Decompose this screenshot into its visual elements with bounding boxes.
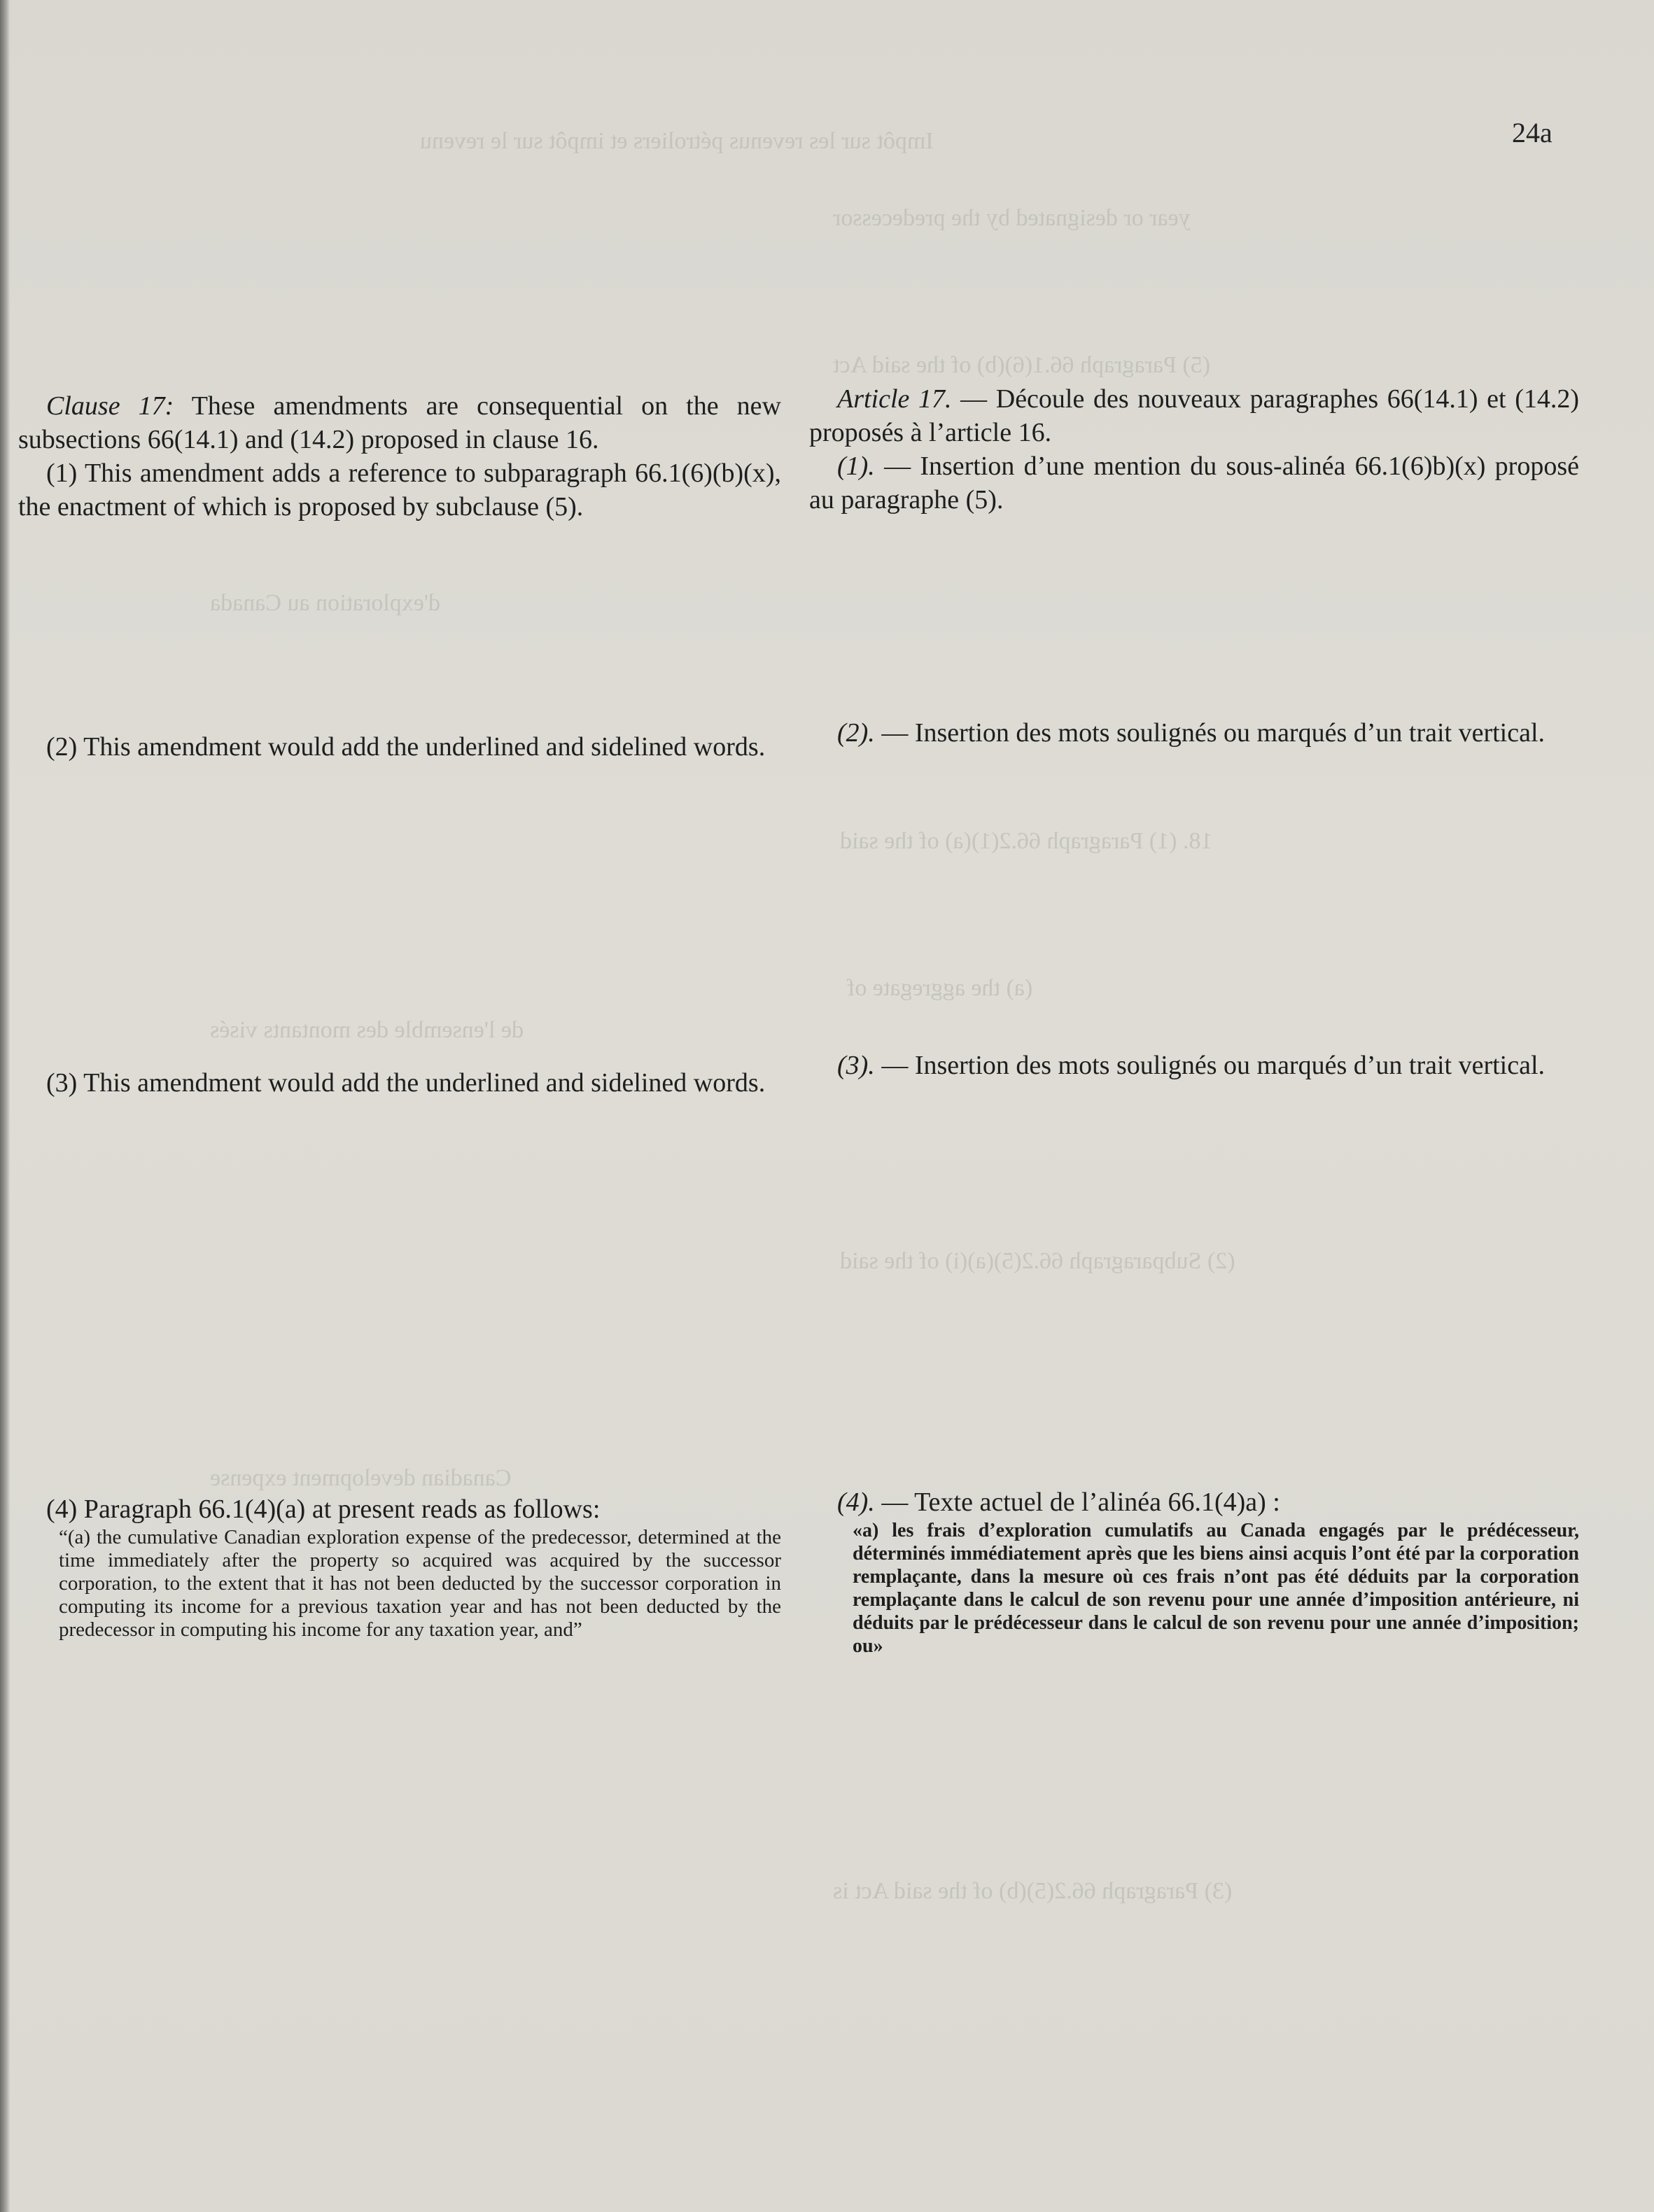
show-through-texture: (3) Paragraph 66.2(5)(b) of the said Act is <box>833 1878 1233 1904</box>
note-4-english-quote: “(a) the cumulative Canadian exploration expense of the predecessor, determined at the time immediately after the property so acquired was acquired by the successor corporation, to the extent that it has not been deducted by the successor corporation in computing its income for a previous taxation year and has not been deducted by the predecessor in computing his income for any taxation year, and” <box>59 1526 781 1641</box>
note-4-french <box>809 1485 1579 1658</box>
note-1-english: (1) This amendment adds a reference to subparagraph 66.1(6)(b)(x), the enactment of which is proposed by subclause (5). <box>18 458 781 522</box>
show-through-texture: (a) the aggregate of <box>847 975 1033 1001</box>
clause-intro-text: These amendments are consequential on the new subsections 66(14.1) and (14.2) proposed in clause 16. <box>18 391 781 454</box>
show-through-texture: (2) Subparagraph 66.2(5)(a)(i) of the said <box>840 1248 1235 1274</box>
note-3-french-label: (3). <box>837 1051 875 1080</box>
note-4-french-text: — Texte actuel de l’alinéa 66.1(4)a) : <box>874 1488 1280 1517</box>
note-1-french-label: (1). <box>837 451 875 481</box>
note-2-french <box>809 716 1579 750</box>
note-4-english <box>18 1492 781 1642</box>
show-through-texture: Canadian development expense <box>210 1465 512 1491</box>
note-3-english-text: (3) This amendment would add the underlined and sidelined words. <box>46 1068 766 1098</box>
note-4-english-heading: (4) Paragraph 66.1(4)(a) at present reads as follows: <box>46 1494 601 1524</box>
note-2-english-text: (2) This amendment would add the underlined and sidelined words. <box>46 732 766 762</box>
note-3-english <box>18 1066 781 1100</box>
note-1-french-text: — Insertion d’une mention du sous-alinéa 66.1(6)b)(x) proposé au paragraphe (5). <box>809 451 1579 514</box>
show-through-texture: year or designated by the predecessor <box>833 205 1191 231</box>
clause-17-explanatory-note <box>18 389 781 524</box>
note-4-french-label: (4). <box>837 1488 875 1517</box>
show-through-texture: d'exploration au Canada <box>210 590 441 616</box>
note-4-french-quote: «a) les frais d’exploration cumulatifs au Canada engagés par le prédécesseur, déterminés immédiatement après que les biens ainsi acquis l’ont été par la corporation remplaçante, dans la mesure où ces frais n’ont pas été déduits par la corporation remplaçante dans le calcul de son revenu pour une année d’imposition antérieure, ni déduits par le prédécesseur dans le calcul de son revenu pour une année d’imposition; ou» <box>853 1520 1579 1657</box>
note-2-french-label: (2). <box>837 718 875 748</box>
show-through-texture: de l'ensemble des montants visés <box>210 1017 524 1043</box>
page-binding-edge <box>0 0 10 2212</box>
clause-label: Clause 17: <box>46 391 174 421</box>
article-17-explanatory-note <box>809 382 1579 517</box>
note-3-french <box>809 1049 1579 1082</box>
note-2-english <box>18 730 781 764</box>
article-label: Article 17. <box>837 384 952 414</box>
page-number: 24a <box>1512 117 1553 148</box>
show-through-texture: 18. (1) Paragraph 66.2(1)(a) of the said <box>840 828 1213 854</box>
note-3-french-text: — Insertion des mots soulignés ou marqués d’un trait vertical. <box>874 1051 1546 1080</box>
show-through-texture: (5) Paragraph 66.1(6)(b) of the said Act <box>833 352 1211 378</box>
show-through-texture: Impôt sur les revenus pétroliers et impôt sur le revenu <box>420 128 934 154</box>
note-2-french-text: — Insertion des mots soulignés ou marqués d’un trait vertical. <box>874 718 1546 748</box>
article-intro-text: — Découle des nouveaux paragraphes 66(14.1) et (14.2) proposés à l’article 16. <box>809 384 1580 447</box>
